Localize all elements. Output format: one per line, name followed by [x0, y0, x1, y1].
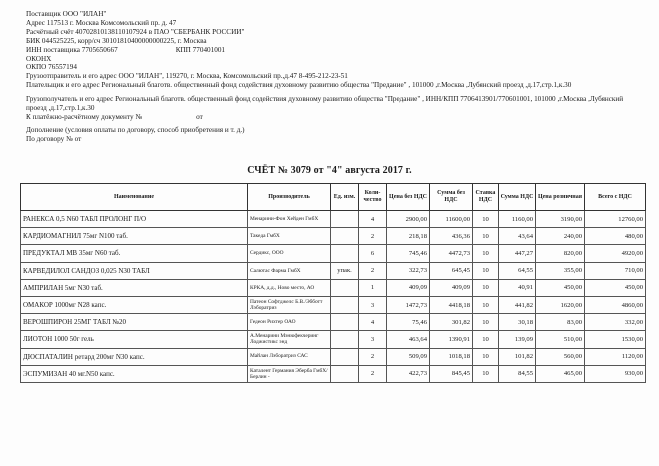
cell-price: 218,18	[387, 228, 430, 245]
cell-retail: 510,00	[536, 331, 585, 348]
cell-retail: 355,00	[536, 262, 585, 279]
supplier-line: Поставщик ООО "ИЛАН"	[26, 10, 107, 18]
cell-unit	[331, 348, 359, 365]
inn-kpp-line	[26, 46, 646, 55]
cell-vat: 43,64	[499, 228, 536, 245]
cell-total: 4860,00	[585, 296, 646, 313]
cell-name: ЛИОТОН 1000 50г гель	[21, 331, 248, 348]
cell-total: 480,00	[585, 228, 646, 245]
cell-sum: 409,09	[430, 279, 473, 296]
col-unit-header: Ед. изм.	[331, 184, 359, 211]
table-row	[21, 262, 646, 279]
table-row	[21, 228, 646, 245]
cell-rate: 10	[473, 279, 499, 296]
cell-rate: 10	[473, 262, 499, 279]
cell-manufacturer: Салютас Фарма ГмбХ	[248, 262, 331, 279]
cell-price: 2900,00	[387, 211, 430, 228]
cell-name: ПРЕДУКТАЛ МВ 35мг N60 таб.	[21, 245, 248, 262]
cell-name: КАРВЕДИЛОЛ САНДОЗ 0,025 N30 ТАБЛ	[21, 262, 248, 279]
cell-vat: 40,91	[499, 279, 536, 296]
cell-name: ОМАКОР 1000мг N28 капс.	[21, 296, 248, 313]
table-row	[21, 348, 646, 365]
cell-price: 409,09	[387, 279, 430, 296]
cell-retail: 3190,00	[536, 211, 585, 228]
table-body	[21, 211, 646, 383]
col-retail-header: Цена розничная	[536, 184, 585, 211]
cell-rate: 10	[473, 296, 499, 313]
col-total-header: Всего с НДС	[585, 184, 646, 211]
table-header-row	[21, 184, 646, 211]
cell-rate: 10	[473, 348, 499, 365]
cell-qty: 4	[359, 314, 387, 331]
cell-rate: 10	[473, 314, 499, 331]
cell-qty: 3	[359, 331, 387, 348]
cell-total: 332,00	[585, 314, 646, 331]
cell-unit: упак.	[331, 262, 359, 279]
okonh-line: ОКОНХ	[26, 54, 52, 63]
cell-sum: 4472,73	[430, 245, 473, 262]
cell-vat: 447,27	[499, 245, 536, 262]
col-qty-header: Коли-чество	[359, 184, 387, 211]
contract-line: По договору № от	[26, 134, 82, 143]
cell-price: 509,09	[387, 348, 430, 365]
cell-vat: 441,82	[499, 296, 536, 313]
table-row	[21, 331, 646, 348]
cell-retail: 465,00	[536, 365, 585, 382]
cell-retail: 560,00	[536, 348, 585, 365]
cell-name: ВЕРОШПИРОН 25МГ ТАБЛ №20	[21, 314, 248, 331]
address-line: Адрес 117513 г. Москва Комсомольский пр. д. 47	[26, 18, 177, 27]
inn-value: ИНН поставщика 7705650667	[26, 45, 118, 54]
cell-price: 1472,73	[387, 296, 430, 313]
cell-qty: 6	[359, 245, 387, 262]
cell-rate: 10	[473, 211, 499, 228]
addition-line: Дополнение (условия оплаты по договору, способ приобретения и т. д.)	[26, 125, 245, 134]
col-manufacturer-header: Производитель	[248, 184, 331, 211]
table-row	[21, 314, 646, 331]
cell-total: 12760,00	[585, 211, 646, 228]
payer-line: Плательщик и его адрес Региональный благотв. общественный фонд содействия духовному развитию общества "Предание" , 101000 ,г.Москва ,Лубянский проезд ,д.17,стр.1,к.30	[26, 81, 572, 90]
cell-manufacturer: КРКА, д.д., Ново место, АО	[248, 279, 331, 296]
cell-unit	[331, 331, 359, 348]
cell-price: 422,73	[387, 365, 430, 382]
cell-total: 1120,00	[585, 348, 646, 365]
cell-qty: 3	[359, 296, 387, 313]
shipper-line: Грузоотправитель и его адрес ООО "ИЛАН", 119270, г. Москва, Комсомольский пр.,д.47 8-495-212-23-51	[26, 72, 348, 81]
cell-sum: 1390,91	[430, 331, 473, 348]
cell-retail: 820,00	[536, 245, 585, 262]
invoice-header	[26, 10, 646, 144]
cell-sum: 845,45	[430, 365, 473, 382]
col-vat-header: Сумма НДС	[499, 184, 536, 211]
bik-line: БИК 044525225, корр/сч 30101810400000000225, г. Москва	[26, 36, 207, 45]
table-row	[21, 279, 646, 296]
cell-manufacturer: Каталент Германия Эберба ГмбХ/ Берлин -	[248, 365, 331, 382]
cell-sum: 645,45	[430, 262, 473, 279]
invoice-table	[20, 183, 646, 383]
cell-name: КАРДИОМАГНИЛ 75мг N100 таб.	[21, 228, 248, 245]
col-rate-header: Ставка НДС	[473, 184, 499, 211]
cell-qty: 2	[359, 365, 387, 382]
cell-qty: 2	[359, 262, 387, 279]
cell-rate: 10	[473, 331, 499, 348]
cell-manufacturer: Патеон Софтджелс Б.В./Эбботт Лэборатриз	[248, 296, 331, 313]
cell-unit	[331, 296, 359, 313]
cell-unit	[331, 279, 359, 296]
table-row	[21, 365, 646, 382]
cell-rate: 10	[473, 365, 499, 382]
cell-retail: 83,00	[536, 314, 585, 331]
table-row	[21, 296, 646, 313]
cell-retail: 240,00	[536, 228, 585, 245]
cell-retail: 1620,00	[536, 296, 585, 313]
consignee-line: Грузополучатель и его адрес Региональный благотв. общественный фонд содействия духовному развитию общества "Предание" , ИНН/КПП 7706413901/770601001, 101000 ,г.Москва ,Лубянский проезд ,д.17,стр.1,к.30	[26, 95, 624, 113]
cell-sum: 4418,18	[430, 296, 473, 313]
cell-total: 930,00	[585, 365, 646, 382]
cell-total: 710,00	[585, 262, 646, 279]
cell-qty: 4	[359, 211, 387, 228]
okpo-line: ОКПО 76557194	[26, 63, 77, 72]
cell-sum: 11600,00	[430, 211, 473, 228]
cell-unit	[331, 228, 359, 245]
cell-rate: 10	[473, 228, 499, 245]
cell-name: ДЮСПАТАЛИН ретард 200мг N30 капс.	[21, 348, 248, 365]
cell-unit	[331, 365, 359, 382]
cell-manufacturer: Сердикс, ООО	[248, 245, 331, 262]
cell-vat: 30,18	[499, 314, 536, 331]
cell-total: 450,00	[585, 279, 646, 296]
cell-qty: 1	[359, 279, 387, 296]
cell-vat: 84,55	[499, 365, 536, 382]
cell-manufacturer: А.Менарини Мэнюфекчеринг Лоджистикс энд	[248, 331, 331, 348]
cell-name: ЭСПУМИЗАН 40 мг.N50 капс.	[21, 365, 248, 382]
cell-price: 745,46	[387, 245, 430, 262]
cell-price: 75,46	[387, 314, 430, 331]
cell-manufacturer: Майлан Лэборатриз САС	[248, 348, 331, 365]
cell-vat: 139,09	[499, 331, 536, 348]
cell-manufacturer: Менарини-Фон Хейден ГмбХ	[248, 211, 331, 228]
table-row	[21, 211, 646, 228]
cell-sum: 301,82	[430, 314, 473, 331]
cell-vat: 64,55	[499, 262, 536, 279]
invoice-title: СЧЁТ № 3079 от "4" августа 2017 г.	[247, 165, 412, 176]
cell-vat: 101,82	[499, 348, 536, 365]
cell-qty: 2	[359, 348, 387, 365]
account-line: Расчётный счёт 40702810138110107924 в ПАО "СБЕРБАНК РОССИИ"	[26, 27, 245, 36]
cell-qty: 2	[359, 228, 387, 245]
table-row	[21, 245, 646, 262]
payment-doc-line: К платёжно-расчётному документу № от	[26, 112, 203, 121]
cell-vat: 1160,00	[499, 211, 536, 228]
cell-total: 4920,00	[585, 245, 646, 262]
cell-price: 463,64	[387, 331, 430, 348]
cell-sum: 1018,18	[430, 348, 473, 365]
cell-rate: 10	[473, 245, 499, 262]
col-name-header: Наименование	[21, 184, 248, 211]
cell-retail: 450,00	[536, 279, 585, 296]
cell-total: 1530,00	[585, 331, 646, 348]
cell-name: АМПРИЛАН 5мг N30 таб.	[21, 279, 248, 296]
cell-price: 322,73	[387, 262, 430, 279]
cell-unit	[331, 314, 359, 331]
kpp-value: КПП 770401001	[175, 45, 226, 54]
col-sum-header: Сумма без НДС	[430, 184, 473, 211]
col-price-header: Цена без НДС	[387, 184, 430, 211]
cell-manufacturer: Такеда ГмбХ	[248, 228, 331, 245]
cell-name: РАНЕКСА 0,5 N60 ТАБЛ ПРОЛОНГ П/О	[21, 211, 248, 228]
cell-unit	[331, 211, 359, 228]
cell-manufacturer: Гедеон Рихтер ОАО	[248, 314, 331, 331]
cell-sum: 436,36	[430, 228, 473, 245]
cell-unit	[331, 245, 359, 262]
